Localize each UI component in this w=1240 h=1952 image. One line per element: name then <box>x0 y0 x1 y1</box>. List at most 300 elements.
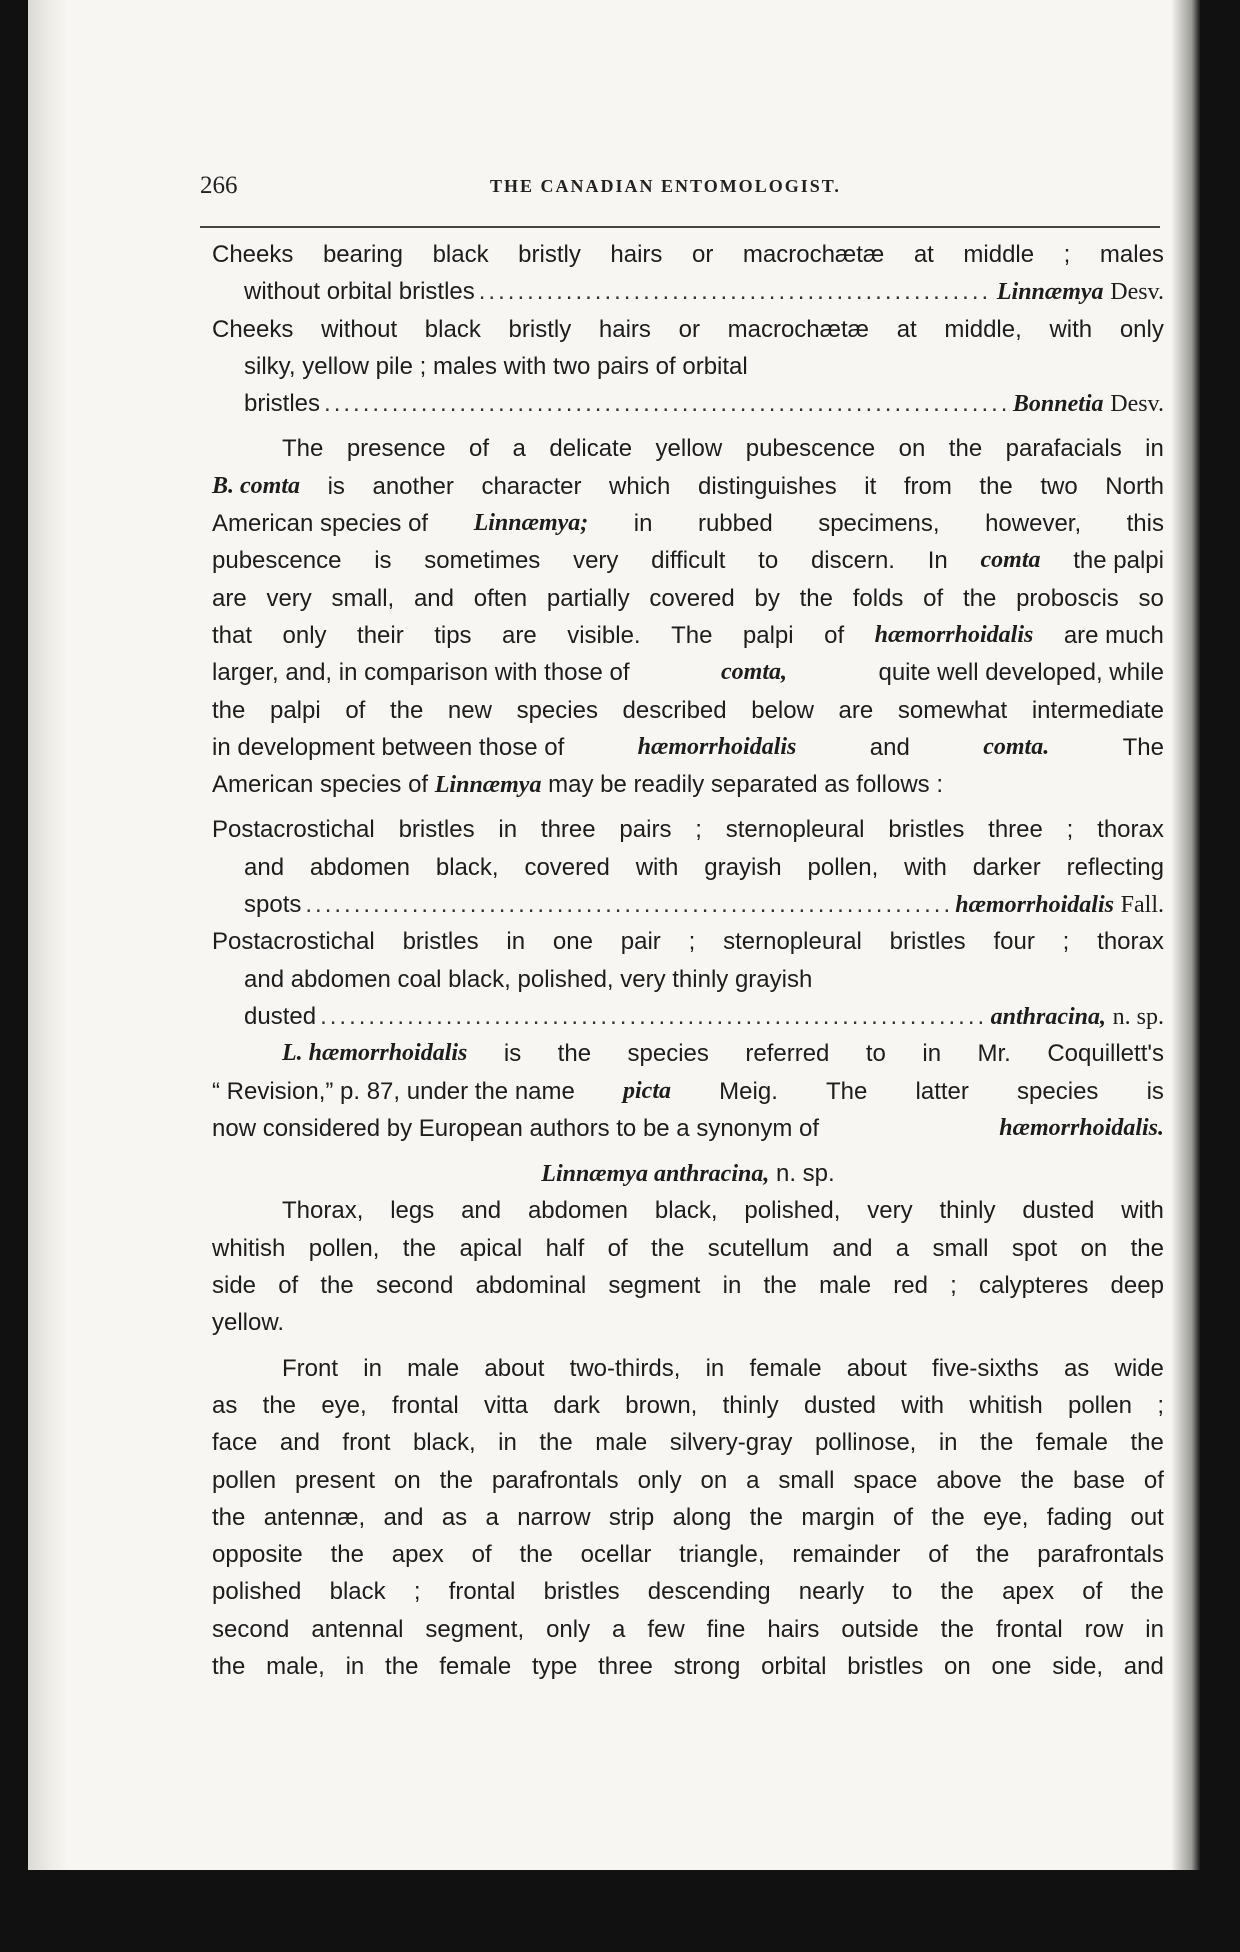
para3-line4: yellow. <box>212 1309 285 1337</box>
word: male <box>819 1272 872 1300</box>
word: middle <box>963 241 1035 268</box>
word: in <box>1145 435 1164 463</box>
key2-a-lead-text: spots <box>244 891 302 919</box>
word: strip <box>608 1503 655 1531</box>
text-run: are much <box>1063 621 1164 649</box>
word: presence <box>346 435 446 463</box>
para2-line3 <box>212 1110 1164 1147</box>
word: bristles <box>889 928 966 956</box>
word: base <box>1072 1466 1125 1494</box>
word: males <box>1099 241 1164 268</box>
word: thorax <box>1097 816 1164 844</box>
word: frontal <box>392 1391 459 1419</box>
page-number: 266 <box>200 172 238 199</box>
word: macrochætæ <box>727 315 869 343</box>
word: front <box>342 1429 391 1457</box>
para4-line2 <box>212 1387 1164 1424</box>
word: is <box>327 472 345 500</box>
text-run: now considered by European authors to be a synonym of <box>212 1114 820 1142</box>
word: frontal <box>448 1578 516 1606</box>
italic-term: B. comta <box>212 472 300 499</box>
word: a <box>512 435 526 463</box>
word: palpi <box>269 696 321 724</box>
word: yellow <box>655 435 723 463</box>
word: the <box>931 1503 965 1531</box>
word: hairs <box>610 241 663 268</box>
word: descending <box>647 1578 771 1606</box>
word: are <box>838 696 874 724</box>
word: the <box>962 584 997 612</box>
page-body <box>212 236 1164 1685</box>
word: species <box>516 696 598 724</box>
word: folds <box>852 584 904 612</box>
word: black <box>432 241 489 268</box>
word: antennæ, <box>263 1503 366 1531</box>
word: character <box>481 472 582 500</box>
word: to <box>758 547 779 575</box>
word: of <box>469 435 490 463</box>
word: dusted <box>803 1391 877 1419</box>
word: black, <box>654 1197 718 1225</box>
genus-bonnetia: Bonnetia <box>1012 391 1104 418</box>
italic-term: Linnæmya; <box>473 510 589 537</box>
key1-a-line1 <box>212 236 1164 273</box>
para1-line2 <box>212 468 1164 505</box>
para4-line3 <box>212 1424 1164 1461</box>
word: whitish <box>212 1234 286 1262</box>
word: the <box>979 472 1013 500</box>
key2-b-leader-line <box>212 998 1164 1035</box>
word: of <box>1143 1466 1164 1494</box>
word: polished, <box>744 1197 841 1225</box>
word: as <box>1063 1354 1090 1382</box>
word: very <box>867 1197 913 1225</box>
word: the <box>320 1272 354 1300</box>
word: triangle, <box>679 1541 765 1569</box>
word: black <box>329 1578 386 1606</box>
word: antennal <box>311 1615 404 1643</box>
word: about <box>846 1354 907 1382</box>
word: the <box>519 1541 553 1569</box>
word: outside <box>841 1615 919 1643</box>
word: by <box>754 584 780 612</box>
italic-term: L. hæmorrhoidalis <box>282 1040 468 1067</box>
word: and <box>413 584 454 612</box>
word: apical <box>459 1234 523 1262</box>
italic-term: comta, <box>721 659 788 686</box>
word: four <box>993 928 1035 956</box>
journal-title: THE CANADIAN ENTOMOLOGIST. <box>490 176 841 196</box>
word: on <box>944 1652 971 1680</box>
word: and <box>279 1429 320 1457</box>
word: without <box>321 315 398 343</box>
word: in <box>922 1040 942 1068</box>
word: dark <box>553 1391 600 1419</box>
word: that <box>212 621 253 649</box>
leader-dots <box>320 998 987 1035</box>
text-run: The <box>1122 733 1164 761</box>
word: the <box>1130 1429 1164 1457</box>
word: of <box>923 584 944 612</box>
word: darker <box>972 853 1041 881</box>
word: space <box>853 1466 918 1494</box>
word: black, <box>435 853 499 881</box>
word: macrochætæ <box>742 241 885 268</box>
key1-b-line2: silky, yellow pile ; males with two pairs of orbital <box>244 352 748 380</box>
key2-b-lead-text: dusted <box>244 1002 317 1030</box>
word: Postacrostichal <box>212 928 375 956</box>
word: hairs <box>598 315 651 343</box>
word: however, <box>985 510 1082 538</box>
para4-line7 <box>212 1573 1164 1610</box>
word: type <box>532 1652 578 1680</box>
word: from <box>903 472 952 500</box>
word: thinly <box>722 1391 779 1419</box>
word: bristly <box>508 315 572 343</box>
word: is <box>374 547 392 575</box>
word: another <box>372 472 454 500</box>
word: is <box>1146 1077 1164 1105</box>
word: whitish <box>969 1391 1043 1419</box>
word: along <box>672 1503 732 1531</box>
word: present <box>294 1466 376 1494</box>
para4-line1 <box>212 1350 1164 1387</box>
word: North <box>1105 472 1164 500</box>
word: thorax <box>1097 928 1164 956</box>
word: one <box>552 928 593 956</box>
word: abdominal <box>475 1272 587 1300</box>
word: margin <box>801 1503 875 1531</box>
word: Cheeks <box>212 315 294 343</box>
para3-line2 <box>212 1230 1164 1267</box>
word: few <box>647 1615 685 1643</box>
word: two <box>1040 472 1078 500</box>
word: species <box>627 1040 709 1068</box>
word: or <box>691 241 714 268</box>
word: the <box>976 1541 1010 1569</box>
word: this <box>1126 510 1164 538</box>
word: second <box>212 1615 290 1643</box>
word: as <box>441 1503 468 1531</box>
heading-n-sp: n. sp. <box>776 1160 835 1188</box>
word: or <box>678 315 700 343</box>
word: are <box>212 584 247 612</box>
word: so <box>1138 584 1164 612</box>
para1-line10 <box>212 766 1164 803</box>
word: the <box>402 1234 437 1262</box>
word: on <box>700 1466 728 1494</box>
word: The <box>826 1077 868 1105</box>
word: three <box>540 816 596 844</box>
word: only <box>1119 315 1164 343</box>
word: in <box>722 1272 742 1300</box>
word: vitta <box>484 1391 529 1419</box>
word: and <box>244 853 285 881</box>
text-run: larger, and, in comparison with those of <box>212 659 630 687</box>
word: second <box>375 1272 454 1300</box>
word: pair <box>620 928 661 956</box>
word: very <box>573 547 619 575</box>
word: orbital <box>761 1652 827 1680</box>
word: wide <box>1114 1354 1164 1382</box>
word: small <box>778 1466 835 1494</box>
word: in <box>1145 1615 1164 1643</box>
word: in <box>498 816 518 844</box>
word: female <box>749 1354 822 1382</box>
word: of <box>345 696 366 724</box>
para4-line6 <box>212 1536 1164 1573</box>
word: in <box>705 1354 725 1382</box>
word: ; <box>413 1578 421 1606</box>
word: latter <box>915 1077 969 1105</box>
word: small, <box>331 584 395 612</box>
key2-a-line1 <box>212 811 1164 848</box>
word: at <box>913 241 934 268</box>
word: with <box>1121 1197 1164 1225</box>
word: three <box>988 816 1043 844</box>
word: ; <box>1066 816 1074 844</box>
word: sternopleural <box>725 816 865 844</box>
key2-a-leader-line <box>212 886 1164 923</box>
word: The <box>282 435 324 463</box>
word: opposite <box>212 1541 303 1569</box>
species-haemorrhoidalis: hæmorrhoidalis <box>955 892 1114 919</box>
text-run: may be readily separated as follows : <box>548 771 943 799</box>
word: Cheeks <box>212 241 294 268</box>
text-run: American species of <box>212 510 429 538</box>
para3-line3 <box>212 1267 1164 1304</box>
word: covered <box>524 853 610 881</box>
word: palpi <box>742 621 794 649</box>
word: described <box>622 696 727 724</box>
word: the <box>557 1040 592 1068</box>
running-head <box>200 172 1160 212</box>
word: deep <box>1110 1272 1164 1300</box>
word: the <box>799 584 833 612</box>
word: ; <box>1063 241 1071 268</box>
word: small <box>932 1234 989 1262</box>
word: fine <box>706 1615 746 1643</box>
word: pubescence <box>745 435 876 463</box>
word: a <box>746 1466 760 1494</box>
word: ; <box>695 816 702 844</box>
word: with <box>1049 315 1093 343</box>
word: narrow <box>517 1503 591 1531</box>
word: Meig. <box>719 1077 778 1105</box>
word: the <box>389 696 424 724</box>
word: bristles <box>888 816 965 844</box>
para1-line8 <box>212 692 1164 729</box>
key2-b-line1 <box>212 923 1164 960</box>
word: female <box>1035 1429 1108 1457</box>
word: strong <box>673 1652 741 1680</box>
key1-a-leader-line <box>212 273 1164 310</box>
word: and <box>461 1197 502 1225</box>
word: spot <box>1011 1234 1058 1262</box>
author-desv: Desv. <box>1110 391 1164 418</box>
word: remainder <box>792 1541 901 1569</box>
word: ; <box>688 928 696 956</box>
word: pollinose, <box>814 1429 917 1457</box>
word: male <box>595 1429 648 1457</box>
word: are <box>502 621 537 649</box>
word: abdomen <box>309 853 410 881</box>
word: which <box>609 472 671 500</box>
word: frontal <box>995 1615 1063 1643</box>
word: bearing <box>322 241 403 268</box>
para1-line4 <box>212 542 1164 579</box>
para1-line6 <box>212 617 1164 654</box>
italic-term: Linnæmya <box>434 772 542 799</box>
word: the <box>1130 1578 1164 1606</box>
italic-term: picta <box>623 1077 672 1104</box>
word: The <box>671 621 713 649</box>
word: side <box>212 1272 257 1300</box>
leader-dots <box>305 886 951 923</box>
word: reflecting <box>1066 853 1164 881</box>
word: bristles <box>402 928 479 956</box>
page-edge-shadow <box>1172 0 1200 1870</box>
word: above <box>936 1466 1002 1494</box>
word: silvery-gray <box>669 1429 793 1457</box>
word: in <box>345 1652 365 1680</box>
para1-line7 <box>212 654 1164 691</box>
word: the <box>212 1652 246 1680</box>
text-run: in development between those of <box>212 733 565 761</box>
word: in <box>363 1354 382 1382</box>
word: Coquillett's <box>1047 1040 1164 1068</box>
para4-line9 <box>212 1648 1164 1685</box>
word: the <box>212 696 246 724</box>
italic-term: hæmorrhoidalis <box>637 733 797 760</box>
word: the <box>330 1541 364 1569</box>
para1-line3 <box>212 505 1164 542</box>
word: female <box>439 1652 512 1680</box>
word: grayish <box>704 853 782 881</box>
para2-line2 <box>212 1073 1164 1110</box>
word: the <box>1130 1234 1164 1262</box>
para4-line4 <box>212 1462 1164 1499</box>
word: ocellar <box>580 1541 652 1569</box>
word: in <box>498 1429 517 1457</box>
word: one <box>991 1652 1032 1680</box>
word: brown, <box>625 1391 698 1419</box>
word: a <box>485 1503 499 1531</box>
italic-term: comta. <box>983 733 1050 760</box>
word: apex <box>391 1541 444 1569</box>
word: the <box>763 1272 797 1300</box>
leader-dots <box>479 273 993 310</box>
word: side, <box>1052 1652 1103 1680</box>
word: Front <box>282 1354 339 1382</box>
word: sometimes <box>424 547 541 575</box>
word: specimens, <box>818 510 940 538</box>
word: Mr. <box>977 1040 1011 1068</box>
word: as <box>212 1391 238 1419</box>
word: often <box>473 584 528 612</box>
word: polished <box>212 1578 302 1606</box>
word: pollen <box>212 1466 277 1494</box>
word: scutellum <box>707 1234 810 1262</box>
word: the <box>948 435 983 463</box>
word: row <box>1084 1615 1124 1643</box>
word: the <box>439 1466 473 1494</box>
word: the <box>940 1615 975 1643</box>
italic-term: hæmorrhoidalis. <box>999 1114 1164 1141</box>
word: only <box>546 1615 591 1643</box>
word: of <box>607 1234 628 1262</box>
word: Postacrostichal <box>212 816 375 844</box>
word: to <box>892 1578 913 1606</box>
word: the <box>749 1503 783 1531</box>
word: segment <box>608 1272 701 1300</box>
word: is <box>503 1040 522 1068</box>
word: thinly <box>939 1197 996 1225</box>
word: to <box>865 1040 886 1068</box>
word: about <box>484 1354 545 1382</box>
word: bristly <box>518 241 581 268</box>
page-gutter <box>28 0 68 1870</box>
key1-b-leader-line <box>212 385 1164 422</box>
word: parafrontals <box>1037 1541 1164 1569</box>
word: in <box>633 510 653 538</box>
word: tips <box>434 621 472 649</box>
word: only <box>282 621 327 649</box>
word: dusted <box>1022 1197 1095 1225</box>
word: below <box>751 696 814 724</box>
word: ; <box>950 1272 957 1300</box>
word: and <box>1123 1652 1164 1680</box>
word: a <box>895 1234 910 1262</box>
para2-line1 <box>212 1035 1164 1072</box>
species-anthracina: anthracina, <box>990 1003 1106 1030</box>
text-run: “ Revision,” p. 87, under the name <box>212 1077 575 1105</box>
word: the <box>539 1429 573 1457</box>
word: a <box>612 1615 626 1643</box>
word: the <box>385 1652 419 1680</box>
word: and <box>832 1234 873 1262</box>
key2-b-line2: and abdomen coal black, polished, very thinly grayish <box>244 965 813 993</box>
italic-term: comta <box>980 547 1041 574</box>
word: calypteres <box>978 1272 1089 1300</box>
word: red <box>893 1272 928 1300</box>
word: of <box>278 1272 299 1300</box>
word: pollen <box>1067 1391 1133 1419</box>
word: parafrontals <box>491 1466 619 1494</box>
word: the <box>1020 1466 1055 1494</box>
para1-line1 <box>212 430 1164 467</box>
word: bristles <box>398 816 475 844</box>
word: rubbed <box>697 510 773 538</box>
word: the <box>940 1578 974 1606</box>
para1-line9 <box>212 729 1164 766</box>
text-run: American species of <box>212 771 429 799</box>
word: pollen, <box>807 853 879 881</box>
word: In <box>927 547 948 575</box>
italic-term: hæmorrhoidalis <box>874 621 1034 648</box>
word: the <box>212 1503 246 1531</box>
word: Thorax, <box>282 1197 364 1225</box>
word: in <box>938 1429 958 1457</box>
header-rule <box>200 226 1160 228</box>
word: only <box>637 1466 682 1494</box>
word: species <box>1017 1077 1099 1105</box>
author-fall: Fall. <box>1120 892 1164 919</box>
word: distinguishes <box>697 472 837 500</box>
word: visible. <box>567 621 641 649</box>
word: two-thirds, <box>569 1354 681 1382</box>
word: apex <box>1002 1578 1055 1606</box>
